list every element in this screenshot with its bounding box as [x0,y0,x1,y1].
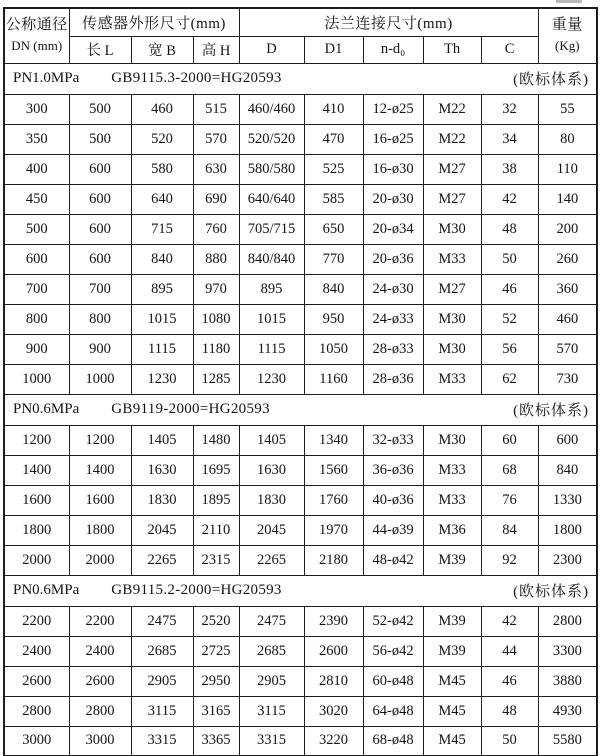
cell-weight: 200 [538,214,597,244]
cell-thickness-c: 52 [481,304,538,334]
cell-flange-d1: 2810 [304,666,363,696]
cell-weight: 1800 [538,515,597,545]
cell-length-l: 600 [69,154,131,184]
cell-dn: 2200 [4,606,69,636]
cell-bolt-holes: 28-ø33 [363,334,423,364]
cell-bolt-holes: 20-ø36 [363,244,423,274]
cell-thickness-c: 42 [481,184,538,214]
section-line [5,68,596,89]
cell-flange-d: 3115 [239,696,304,726]
cell-flange-d1: 1050 [304,334,363,364]
cell-length-l: 2200 [69,606,131,636]
header-length-l: 长 L [69,36,131,63]
cell-height-h: 760 [193,214,239,244]
header-weight-cjk: 重量 [551,17,583,34]
cell-thickness-c: 42 [481,606,538,636]
cell-weight: 4930 [538,696,597,726]
cell-dn: 1800 [4,515,69,545]
cell-thickness-c: 76 [481,485,538,515]
cell-flange-d1: 1340 [304,425,363,455]
cell-height-h: 1180 [193,334,239,364]
cell-bolt-holes: 32-ø33 [363,425,423,455]
cell-weight: 840 [538,455,597,485]
cell-weight: 1330 [538,485,597,515]
cell-width-b: 640 [131,184,193,214]
cell-width-b: 1630 [131,455,193,485]
cell-thread-th: M45 [423,696,481,726]
cell-flange-d1: 950 [304,304,363,334]
cell-bolt-holes: 48-ø42 [363,545,423,575]
cell-height-h: 970 [193,274,239,304]
cell-weight: 2300 [538,545,597,575]
cell-flange-d: 2475 [239,606,304,636]
section-line [5,580,596,601]
section-header-row [4,63,597,94]
cell-flange-d: 580/580 [239,154,304,184]
table-row [4,545,597,575]
cell-bolt-holes: 16-ø30 [363,154,423,184]
cell-width-b: 2685 [131,636,193,666]
header-sensor-dimensions-group: 传感器外形尺寸(mm) [69,8,239,36]
cell-dn: 2600 [4,666,69,696]
cell-weight: 260 [538,244,597,274]
header-nominal-diameter-cjk: 公称通径 [5,17,68,34]
cell-weight: 5580 [538,726,597,756]
cell-weight: 3880 [538,666,597,696]
cell-length-l: 800 [69,304,131,334]
cell-width-b: 3115 [131,696,193,726]
cell-thread-th: M22 [423,124,481,154]
cell-thread-th: M27 [423,274,481,304]
cell-thread-th: M45 [423,666,481,696]
cell-height-h: 1285 [193,364,239,394]
cell-bolt-holes: 60-ø48 [363,666,423,696]
cell-width-b: 1015 [131,304,193,334]
cell-bolt-holes: 16-ø25 [363,124,423,154]
cell-thread-th: M39 [423,636,481,666]
cell-flange-d1: 650 [304,214,363,244]
cell-dn: 1600 [4,485,69,515]
cell-thickness-c: 50 [481,726,538,756]
cell-bolt-holes: 64-ø48 [363,696,423,726]
cell-thread-th: M45 [423,726,481,756]
cell-flange-d1: 3220 [304,726,363,756]
section-line [5,399,596,420]
section-header-cell [4,394,597,425]
cell-weight: 360 [538,274,597,304]
table-row [4,334,597,364]
header-width-b: 宽 B [131,36,193,63]
cell-thread-th: M33 [423,244,481,274]
cell-weight: 3300 [538,636,597,666]
cell-height-h: 2315 [193,545,239,575]
cell-width-b: 2475 [131,606,193,636]
cell-dn: 2000 [4,545,69,575]
cell-dn: 600 [4,244,69,274]
cell-flange-d1: 2600 [304,636,363,666]
cell-length-l: 3000 [69,726,131,756]
cell-width-b: 1405 [131,425,193,455]
cell-flange-d: 1405 [239,425,304,455]
table-row [4,244,597,274]
cell-flange-d1: 770 [304,244,363,274]
cell-thread-th: M33 [423,485,481,515]
cell-length-l: 1200 [69,425,131,455]
table-row [4,214,597,244]
cell-thickness-c: 48 [481,696,538,726]
cell-thickness-c: 34 [481,124,538,154]
cell-length-l: 900 [69,334,131,364]
cell-thickness-c: 68 [481,455,538,485]
cell-flange-d1: 1760 [304,485,363,515]
cell-bolt-holes: 56-ø42 [363,636,423,666]
cell-length-l: 1800 [69,515,131,545]
header-thickness-c: C [481,36,538,63]
cell-length-l: 1600 [69,485,131,515]
table-row [4,485,597,515]
table-row [4,124,597,154]
cell-flange-d: 460/460 [239,94,304,124]
cell-bolt-holes: 12-ø25 [363,94,423,124]
cell-thread-th: M33 [423,455,481,485]
cell-weight: 80 [538,124,597,154]
cell-thread-th: M30 [423,304,481,334]
cell-flange-d: 1830 [239,485,304,515]
table-row [4,425,597,455]
cell-width-b: 1230 [131,364,193,394]
cell-flange-d: 895 [239,274,304,304]
cell-length-l: 700 [69,274,131,304]
table-row [4,304,597,334]
cell-flange-d1: 1970 [304,515,363,545]
cell-height-h: 880 [193,244,239,274]
cell-width-b: 715 [131,214,193,244]
cell-width-b: 3315 [131,726,193,756]
cell-dn: 300 [4,94,69,124]
section-standard-code: GB9115.2-2000=HG20593 [111,582,282,598]
cell-width-b: 2905 [131,666,193,696]
cell-width-b: 460 [131,94,193,124]
cell-height-h: 2950 [193,666,239,696]
cell-length-l: 1000 [69,364,131,394]
cell-width-b: 1115 [131,334,193,364]
cell-flange-d: 520/520 [239,124,304,154]
cell-length-l: 2400 [69,636,131,666]
cell-thickness-c: 50 [481,244,538,274]
cell-width-b: 895 [131,274,193,304]
cell-thickness-c: 44 [481,636,538,666]
cell-weight: 140 [538,184,597,214]
cell-flange-d1: 525 [304,154,363,184]
cell-dn: 800 [4,304,69,334]
cell-weight: 2800 [538,606,597,636]
cell-bolt-holes: 40-ø36 [363,485,423,515]
section-pressure-rating: PN0.6MPa [13,401,80,417]
cell-weight: 570 [538,334,597,364]
cell-thread-th: M39 [423,606,481,636]
cell-flange-d1: 585 [304,184,363,214]
cell-height-h: 2725 [193,636,239,666]
cell-flange-d1: 3020 [304,696,363,726]
cell-length-l: 600 [69,244,131,274]
cell-height-h: 1080 [193,304,239,334]
cell-thread-th: M27 [423,184,481,214]
table-row [4,274,597,304]
cell-dn: 1000 [4,364,69,394]
cell-dn: 500 [4,214,69,244]
cell-thickness-c: 32 [481,94,538,124]
table-row [4,154,597,184]
cell-length-l: 2800 [69,696,131,726]
cell-bolt-holes: 24-ø33 [363,304,423,334]
cell-height-h: 2520 [193,606,239,636]
table-row [4,184,597,214]
section-pressure-rating: PN1.0MPa [13,70,80,86]
cell-weight: 460 [538,304,597,334]
cell-width-b: 520 [131,124,193,154]
cell-weight: 55 [538,94,597,124]
header-weight [538,8,597,63]
table-row [4,636,597,666]
cell-thread-th: M30 [423,425,481,455]
section-standard-system-note: (欧标体系) [513,584,590,600]
cell-thread-th: M30 [423,214,481,244]
table-row [4,606,597,636]
cell-thread-th: M39 [423,545,481,575]
cell-weight: 110 [538,154,597,184]
cell-thickness-c: 62 [481,364,538,394]
table-row [4,455,597,485]
cell-height-h: 1895 [193,485,239,515]
cell-length-l: 2600 [69,666,131,696]
cell-height-h: 515 [193,94,239,124]
cell-width-b: 2045 [131,515,193,545]
cell-width-b: 840 [131,244,193,274]
header-flange-d1: D1 [304,36,363,63]
section-standard-code: GB9115.3-2000=HG20593 [111,70,282,86]
cell-flange-d: 840/840 [239,244,304,274]
cell-flange-d1: 840 [304,274,363,304]
cell-thickness-c: 84 [481,515,538,545]
cell-height-h: 3165 [193,696,239,726]
cell-width-b: 2265 [131,545,193,575]
table-row [4,515,597,545]
cell-dn: 1200 [4,425,69,455]
cell-flange-d: 1630 [239,455,304,485]
cell-flange-d: 2045 [239,515,304,545]
cell-flange-d: 2685 [239,636,304,666]
cell-height-h: 3365 [193,726,239,756]
cell-thickness-c: 48 [481,214,538,244]
cell-height-h: 1480 [193,425,239,455]
header-nominal-diameter [4,8,69,63]
header-nominal-diameter-unit: DN (mm) [11,38,63,54]
cell-bolt-holes: 52-ø42 [363,606,423,636]
section-standard-system-note: (欧标体系) [513,403,590,419]
cell-height-h: 1695 [193,455,239,485]
cell-dn: 2400 [4,636,69,666]
cell-flange-d1: 1160 [304,364,363,394]
section-standard-system-note: (欧标体系) [513,72,590,88]
section-header-row [4,394,597,425]
cell-thickness-c: 92 [481,545,538,575]
cell-flange-d: 1230 [239,364,304,394]
cell-flange-d1: 1560 [304,455,363,485]
cell-height-h: 570 [193,124,239,154]
cell-length-l: 500 [69,124,131,154]
section-standard-code: GB9119-2000=HG20593 [111,401,270,417]
cell-flange-d1: 470 [304,124,363,154]
cell-bolt-holes: 68-ø48 [363,726,423,756]
cell-flange-d: 640/640 [239,184,304,214]
table-row [4,364,597,394]
cell-flange-d: 1115 [239,334,304,364]
cell-dn: 2800 [4,696,69,726]
table-row [4,666,597,696]
section-header-cell [4,63,597,94]
cell-flange-d1: 410 [304,94,363,124]
cell-bolt-holes: 24-ø30 [363,274,423,304]
cell-bolt-holes: 20-ø34 [363,214,423,244]
header-thread-th: Th [423,36,481,63]
cell-dn: 350 [4,124,69,154]
cell-flange-d1: 2180 [304,545,363,575]
cell-weight: 600 [538,425,597,455]
cell-thickness-c: 38 [481,154,538,184]
cell-weight: 730 [538,364,597,394]
cell-dn: 1400 [4,455,69,485]
cell-flange-d: 705/715 [239,214,304,244]
cell-thread-th: M30 [423,334,481,364]
table-row [4,696,597,726]
cell-height-h: 630 [193,154,239,184]
cell-length-l: 2000 [69,545,131,575]
table-row [4,94,597,124]
table-row [4,726,597,756]
section-pressure-rating: PN0.6MPa [13,582,80,598]
cell-bolt-holes: 28-ø36 [363,364,423,394]
cell-dn: 700 [4,274,69,304]
cell-dn: 450 [4,184,69,214]
table-body [4,63,597,756]
cell-dn: 400 [4,154,69,184]
header-weight-unit: (Kg) [555,38,580,54]
cell-thread-th: M36 [423,515,481,545]
cell-flange-d: 3315 [239,726,304,756]
header-bolt-holes: n-d₀ [363,36,423,63]
scan-edge-artifact [556,0,582,3]
cell-thickness-c: 56 [481,334,538,364]
cell-flange-d: 2265 [239,545,304,575]
dimension-spec-table [3,7,598,756]
cell-length-l: 600 [69,184,131,214]
cell-bolt-holes: 44-ø39 [363,515,423,545]
cell-thread-th: M22 [423,94,481,124]
cell-flange-d: 1015 [239,304,304,334]
section-header-cell [4,575,597,606]
cell-flange-d: 2905 [239,666,304,696]
cell-height-h: 690 [193,184,239,214]
cell-height-h: 2110 [193,515,239,545]
header-flange-connection-group: 法兰连接尺寸(mm) [239,8,538,36]
header-height-h: 高 H [193,36,239,63]
cell-thread-th: M33 [423,364,481,394]
cell-thread-th: M27 [423,154,481,184]
cell-thickness-c: 46 [481,274,538,304]
cell-thickness-c: 60 [481,425,538,455]
cell-length-l: 1400 [69,455,131,485]
cell-dn: 900 [4,334,69,364]
cell-width-b: 580 [131,154,193,184]
cell-dn: 3000 [4,726,69,756]
cell-bolt-holes: 36-ø36 [363,455,423,485]
cell-bolt-holes: 20-ø30 [363,184,423,214]
cell-thickness-c: 46 [481,666,538,696]
cell-width-b: 1830 [131,485,193,515]
header-flange-d: D [239,36,304,63]
cell-length-l: 600 [69,214,131,244]
cell-length-l: 500 [69,94,131,124]
cell-flange-d1: 2390 [304,606,363,636]
section-header-row [4,575,597,606]
